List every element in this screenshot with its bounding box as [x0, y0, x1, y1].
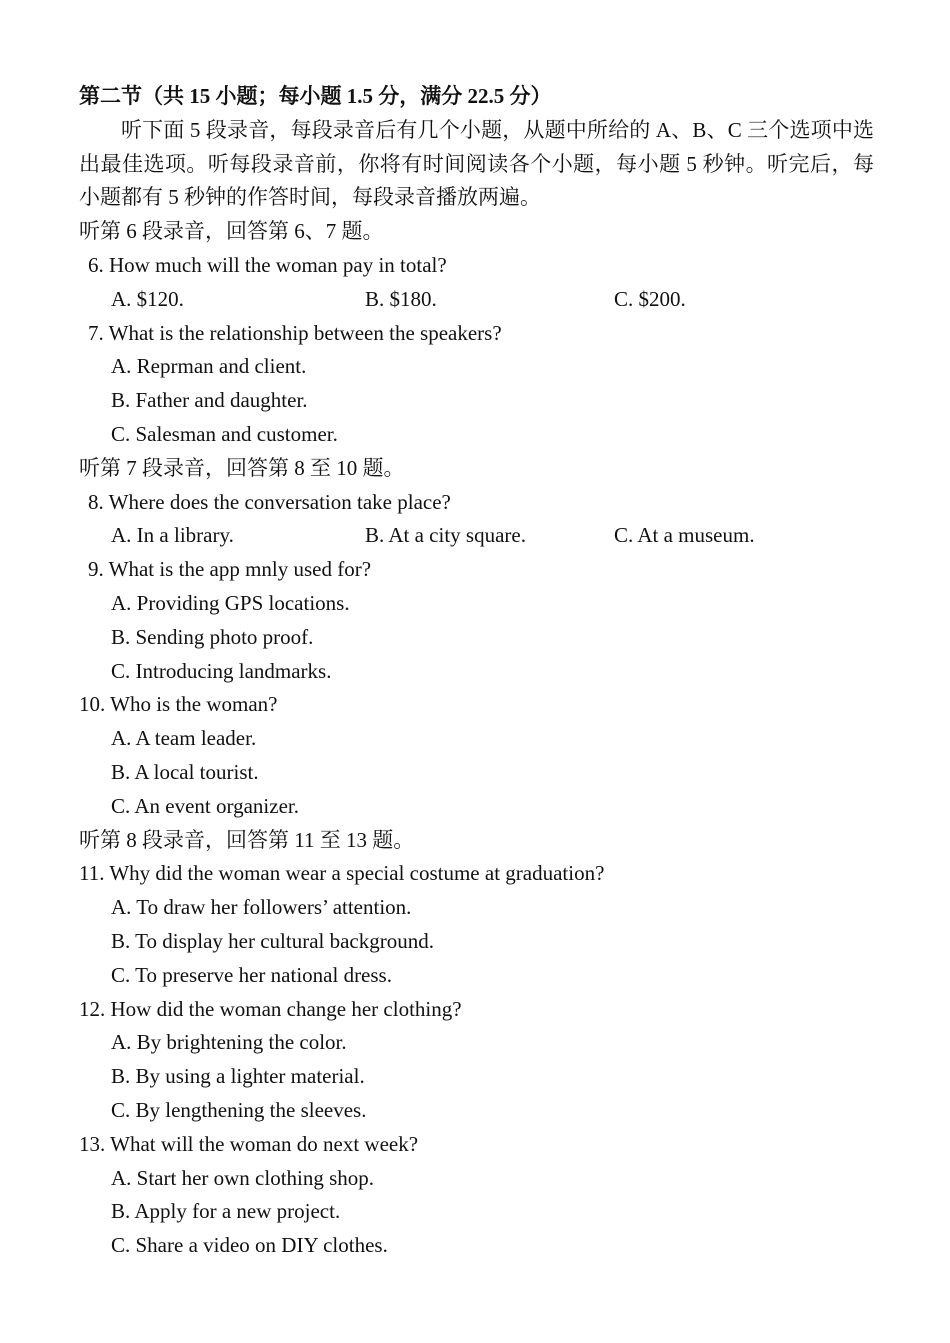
- option-b: B. Sending photo proof.: [111, 624, 314, 649]
- option-a: A. Reprman and client.: [111, 354, 307, 379]
- option-a: A. Providing GPS locations.: [111, 590, 350, 615]
- section-heading: 第二节（共 15 小题；每小题 1.5 分，满分 22.5 分）: [79, 84, 552, 108]
- option-c: C. Salesman and customer.: [111, 421, 338, 446]
- option-c: C. Introducing landmarks.: [111, 658, 332, 683]
- option-row: [79, 283, 874, 317]
- group-instruction: 听第 6 段录音，回答第 6、7 题。: [79, 219, 384, 244]
- question-stem: 6. How much will the woman pay in total?: [88, 252, 447, 277]
- option-c: C. To preserve her national dress.: [111, 962, 392, 987]
- option-a: A. By brightening the color.: [111, 1030, 347, 1055]
- question-stem: 10. Who is the woman?: [79, 692, 278, 717]
- option-row: [79, 519, 874, 553]
- option-b: B. $180.: [365, 286, 437, 311]
- group-instruction: 听第 8 段录音，回答第 11 至 13 题。: [79, 827, 415, 852]
- option-c: C. $200.: [614, 286, 686, 311]
- question-stem: 9. What is the app mnly used for?: [88, 557, 372, 582]
- option-b: B. A local tourist.: [111, 759, 259, 784]
- option-c: C. At a museum.: [614, 523, 755, 548]
- section-instructions: 听下面 5 段录音，每段录音后有几个小题，从题中所给的 A、B、C 三个选项中选出最佳选项。听每段录音前，你将有时间阅读各个小题，每小题 5 秒钟。听完后，每小题都有 5 秒钟的作答时间，每段录音播放两遍。: [79, 117, 874, 210]
- option-a: A. A team leader.: [111, 726, 257, 751]
- question-stem: 8. Where does the conversation take place?: [88, 489, 451, 514]
- option-a: A. $120.: [111, 286, 184, 311]
- group-instruction: 听第 7 段录音，回答第 8 至 10 题。: [79, 455, 405, 480]
- question-stem: 7. What is the relationship between the speakers?: [88, 320, 502, 345]
- option-a: A. To draw her followers’ attention.: [111, 895, 412, 920]
- question-stem: 11. Why did the woman wear a special costume at graduation?: [79, 861, 605, 886]
- question-stem: 13. What will the woman do next week?: [79, 1131, 419, 1156]
- question-stem: 12. How did the woman change her clothing?: [79, 996, 462, 1021]
- option-b: B. By using a lighter material.: [111, 1064, 365, 1089]
- option-b: B. At a city square.: [365, 523, 526, 548]
- option-c: C. Share a video on DIY clothes.: [111, 1233, 388, 1258]
- option-b: B. Father and daughter.: [111, 388, 308, 413]
- option-b: B. To display her cultural background.: [111, 928, 434, 953]
- option-a: A. Start her own clothing shop.: [111, 1165, 375, 1190]
- option-c: C. By lengthening the sleeves.: [111, 1097, 367, 1122]
- exam-page: [79, 80, 874, 1263]
- option-a: A. In a library.: [111, 523, 234, 548]
- option-c: C. An event organizer.: [111, 793, 299, 818]
- option-b: B. Apply for a new project.: [111, 1199, 341, 1224]
